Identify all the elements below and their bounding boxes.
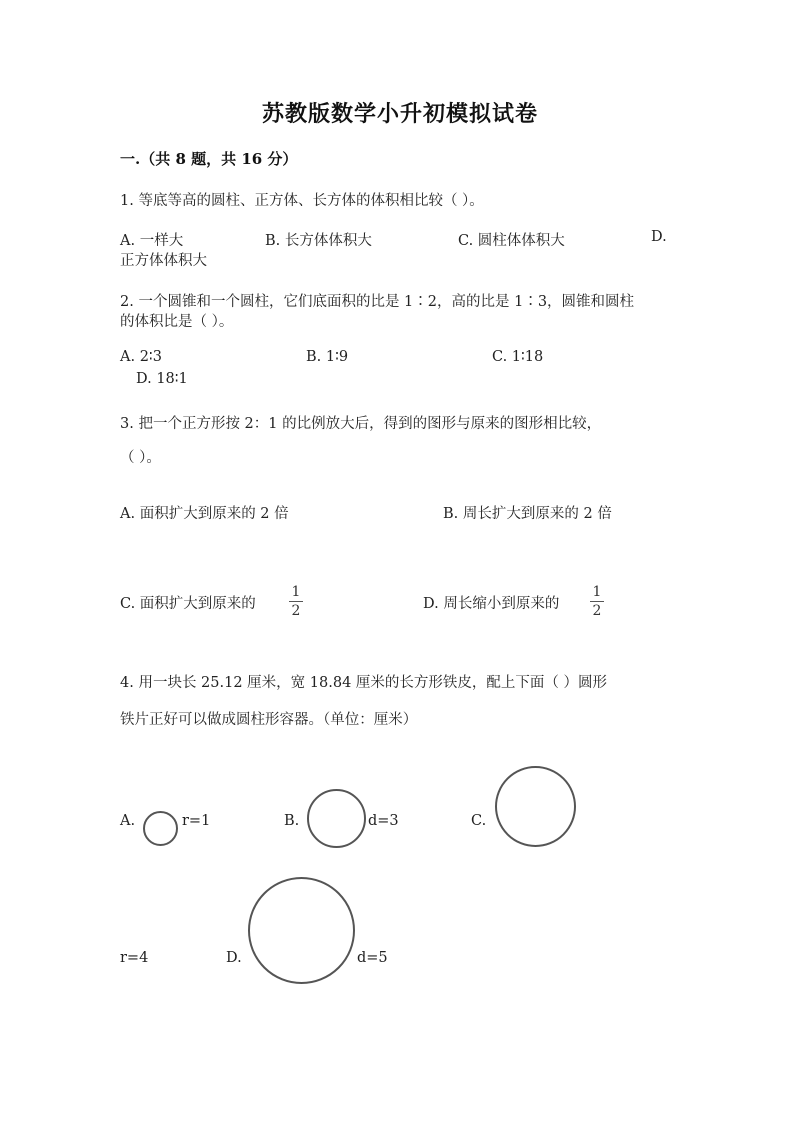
question-3-option-c[interactable]: C. 面积扩大到原来的 bbox=[120, 596, 256, 612]
question-3-stem-line-1: 3. 把一个正方形按 2：1 的比例放大后，得到的图形与原来的图形相比较， bbox=[120, 416, 602, 432]
question-1-option-b[interactable]: B. 长方体体积大 bbox=[265, 233, 372, 249]
question-4-option-a-label[interactable]: A. bbox=[120, 813, 136, 829]
circle-option-b bbox=[307, 789, 366, 848]
question-2-option-a[interactable]: A. 2∶3 bbox=[120, 349, 162, 365]
section-heading: 一.（共 8 题，共 16 分） bbox=[120, 150, 298, 168]
fraction-denominator: 2 bbox=[592, 603, 602, 619]
question-4-option-b-label[interactable]: B. bbox=[284, 813, 300, 829]
question-2-option-d[interactable]: D. 18∶1 bbox=[136, 371, 188, 387]
circle-option-d bbox=[248, 877, 355, 984]
question-4-option-b-measure: d=3 bbox=[368, 813, 399, 829]
question-4-option-d-label[interactable]: D. bbox=[226, 950, 242, 966]
question-4-option-a-measure: r=1 bbox=[182, 813, 211, 829]
circle-option-c bbox=[495, 766, 576, 847]
question-1-stem: 1. 等底等高的圆柱、正方体、长方体的体积相比较（ ）。 bbox=[120, 193, 484, 209]
fraction-numerator: 1 bbox=[592, 584, 602, 600]
fraction-bar bbox=[590, 601, 604, 602]
question-3-option-b[interactable]: B. 周长扩大到原来的 2 倍 bbox=[443, 506, 612, 522]
question-3-option-d[interactable]: D. 周长缩小到原来的 bbox=[423, 596, 560, 612]
question-2-option-c[interactable]: C. 1∶18 bbox=[492, 349, 544, 365]
question-2-stem-line-1: 2. 一个圆锥和一个圆柱，它们底面积的比是 1∶2，高的比是 1∶3，圆锥和圆柱 bbox=[120, 294, 635, 310]
question-4-option-c-label[interactable]: C. bbox=[471, 813, 487, 829]
question-3-option-a[interactable]: A. 面积扩大到原来的 2 倍 bbox=[120, 506, 289, 522]
question-1-option-c[interactable]: C. 圆柱体体积大 bbox=[458, 233, 565, 249]
question-1-option-d[interactable]: D. bbox=[651, 229, 667, 245]
question-4-option-d-measure: d=5 bbox=[357, 950, 388, 966]
question-4-stem-line-2: 铁片正好可以做成圆柱形容器。（单位：厘米） bbox=[120, 712, 418, 728]
question-4-option-c-measure: r=4 bbox=[120, 950, 149, 966]
fraction-one-half bbox=[289, 585, 303, 619]
question-1-option-d-text: 正方体体积大 bbox=[120, 253, 207, 269]
question-2-stem-line-2: 的体积比是（ ）。 bbox=[120, 314, 234, 330]
question-2-option-b[interactable]: B. 1∶9 bbox=[306, 349, 349, 365]
fraction-bar bbox=[289, 601, 303, 602]
fraction-numerator: 1 bbox=[291, 584, 301, 600]
question-3-stem-line-2: （ ）。 bbox=[120, 450, 161, 466]
page-title: 苏教版数学小升初模拟试卷 bbox=[261, 101, 538, 127]
circle-option-a bbox=[143, 811, 178, 846]
fraction-one-half bbox=[590, 585, 604, 619]
question-1-option-a[interactable]: A. 一样大 bbox=[120, 233, 184, 249]
question-4-stem-line-1: 4. 用一块长 25.12 厘米，宽 18.84 厘米的长方形铁皮，配上下面（ ）圆形 bbox=[120, 675, 608, 691]
fraction-denominator: 2 bbox=[291, 603, 301, 619]
